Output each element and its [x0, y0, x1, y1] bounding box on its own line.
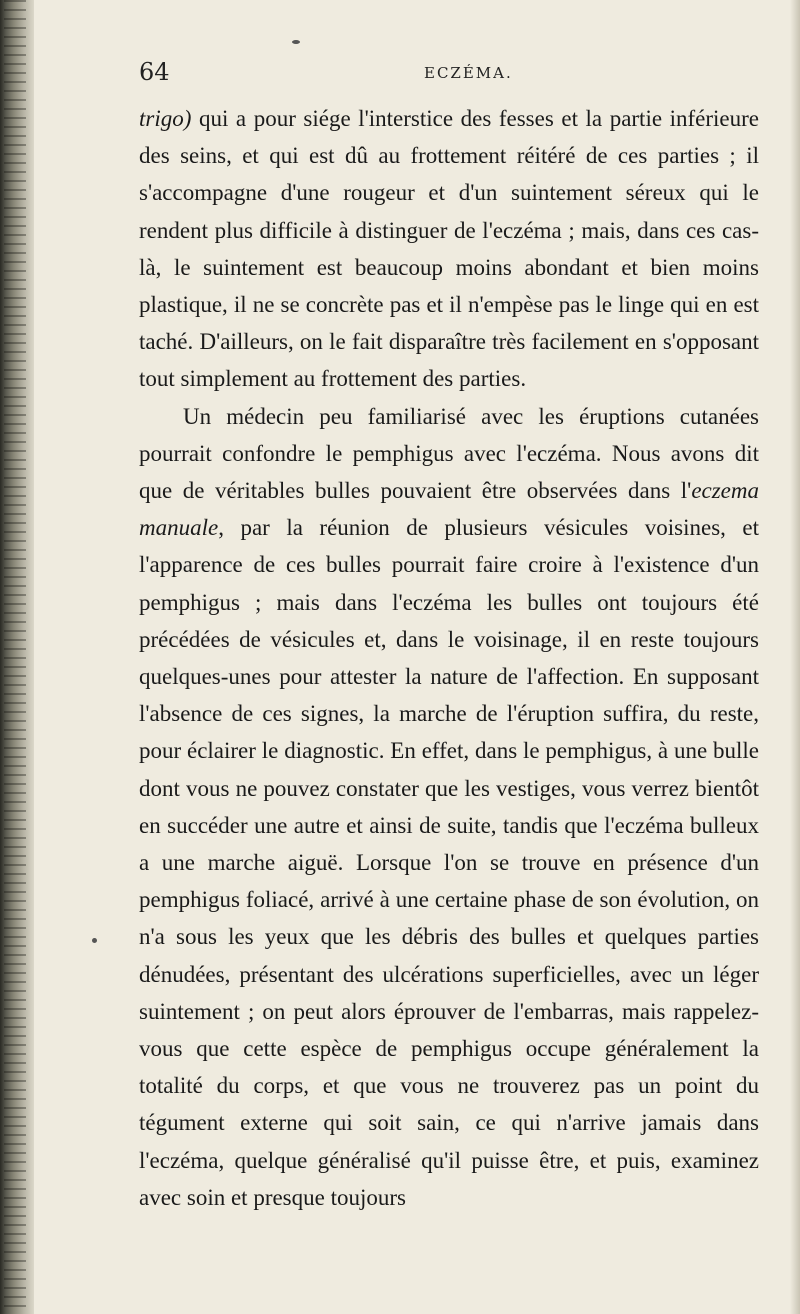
paragraph-1-lead-italic: trigo) — [139, 106, 192, 131]
paragraph-2 — [139, 398, 759, 1216]
paragraph-1 — [139, 100, 759, 398]
paragraph-2-italic-term: eczema manuale — [139, 478, 759, 541]
ink-speck — [292, 40, 300, 44]
page-number: 64 — [139, 58, 170, 86]
ink-speck — [92, 938, 97, 943]
running-head: ECZÉMA. — [424, 64, 513, 82]
paragraph-2-text-before: Un médecin peu familiarisé avec les éruptions cutanées pourrait confondre le pemphigus avec l'eczéma. Nous avons dit que de véritables bulles pouvaient être observées dans l' — [139, 403, 759, 504]
paragraph-2-text-after: , par la réunion de plusieurs vésicules voisines, et l'apparence de ces bulles pourrait faire croire à l'existence d'un pemphigus ; mais dans l'eczéma les bulles ont toujours été précédées de vésicules et, dans le voisinage, il en reste toujours quelques-unes pour attester la nature de l'affection. En supposant l'absence de ces signes, la marche de l'éruption suffira, du reste, pour éclairer le diagnostic. En effet, dans le pemphigus, à une bulle dont vous ne pouvez constater que les vestiges, vous verrez bientôt en succéder une autre et ainsi de suite, tandis que l'eczéma bulleux a une marche aiguë. Lorsque l'on se trouve en présence d'un pemphigus foliacé, arrivé à une certaine phase de son évolution, on n'a sous les yeux que les débris des bulles et quelques parties dénudées, présentant des ulcérations superficielles, avec un léger suintement ; on peut alors éprouver de l'embarras, mais rappelez-vous que cette espèce de pemphigus occupe généralement la totalité du corps, et que vous ne trouverez pas un point du tégument externe qui soit sain, ce qui n'arrive jamais dans l'eczéma, quelque généralisé qu'il puisse être, et puis, examinez avec soin et presque toujours — [139, 515, 759, 1210]
page-right-edge — [790, 0, 800, 1314]
binding-stitching — [4, 0, 26, 1314]
page-header — [139, 58, 759, 88]
body-text — [139, 100, 759, 1216]
paragraph-1-text: qui a pour siége l'interstice des fesses et la partie inférieure des seins, et qui est dû au frottement réitéré de ces parties ; il s'accompagne d'une rougeur et d'un suintement séreux qui le rendent plus difficile à distinguer de l'eczéma ; mais, dans ces cas-là, le suintement est beaucoup moins abondant et bien moins plastique, il ne se concrète pas et il n'empèse pas le linge qui en est taché. D'ailleurs, on le fait disparaître très facilement en s'opposant tout simplement au frottement des parties. — [139, 106, 759, 392]
